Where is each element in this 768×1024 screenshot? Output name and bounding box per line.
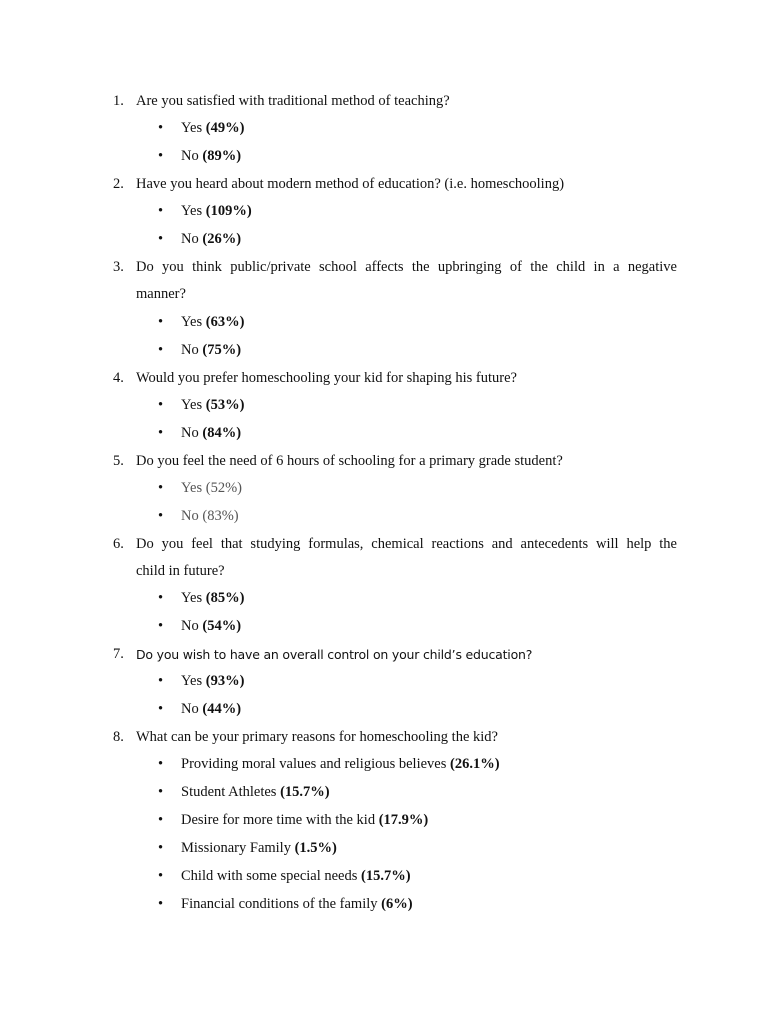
bullet-icon: • [158,868,164,884]
answer-percentage: (63%) [205,313,245,330]
answer-item [0,475,768,503]
answer-label: Missionary Family [181,840,295,857]
answer-item [0,143,768,171]
answer-item [0,198,768,226]
answer-percentage: (15.7%) [361,868,411,884]
answer-item [0,807,768,835]
answer-label: Yes [181,479,206,496]
question-4 [0,365,768,448]
answer-label: No [181,341,203,358]
answer-label: Child with some special needs [181,868,362,884]
question-text-continued: manner? [136,286,186,303]
question-6 [0,531,768,641]
answer-label: Yes [181,120,206,137]
answer-item [0,779,768,807]
bullet-icon: • [158,203,164,220]
bullet-icon: • [158,673,164,690]
answer-label: No [181,618,203,635]
answer-item [0,863,768,891]
question-number: 6. [113,535,124,552]
question-number: 5. [113,452,124,469]
answer-list [0,475,768,531]
answer-list [0,751,768,918]
question-text: Do you think public/private school affects the upbringing of the child in a negative [136,259,677,276]
question-text: Have you heard about modern method of education? (i.e. homeschooling) [136,176,565,193]
answer-label: Financial conditions of the family [181,895,382,912]
bullet-icon: • [158,618,164,635]
answer-percentage: (89%) [202,148,242,165]
answer-percentage: (6%) [381,895,413,912]
answer-label: No [181,701,203,718]
question-3 [0,254,768,364]
answer-item [0,420,768,448]
survey-question-list [0,88,768,919]
bullet-icon: • [158,120,164,137]
bullet-icon: • [158,840,164,857]
bullet-icon: • [158,701,164,718]
answer-percentage: (44%) [202,701,242,718]
answer-label: Desire for more time with the kid [181,812,379,829]
question-5 [0,448,768,531]
bullet-icon: • [158,479,164,496]
answer-list [0,198,768,254]
bullet-icon: • [158,313,164,330]
answer-item [0,668,768,696]
answer-percentage: (75%) [202,341,242,358]
answer-list [0,585,768,641]
answer-item [0,115,768,143]
answer-item [0,337,768,365]
bullet-icon: • [158,396,164,413]
answer-item [0,891,768,919]
bullet-icon: • [158,341,164,358]
answer-percentage: (54%) [202,618,242,635]
answer-label: Yes [181,313,206,330]
bullet-icon: • [158,231,164,248]
answer-percentage: (1.5%) [294,840,337,857]
answer-percentage: (15.7%) [280,784,330,801]
answer-percentage: (93%) [205,673,245,690]
answer-item [0,226,768,254]
bullet-icon: • [158,424,164,441]
answer-percentage: (85%) [205,590,245,607]
question-number: 7. [113,646,124,663]
answer-percentage: (109%) [205,203,252,220]
answer-item [0,585,768,613]
answer-percentage: (26.1%) [450,756,500,773]
answer-percentage: (52%) [205,479,242,496]
answer-percentage: (17.9%) [378,812,429,829]
question-number: 8. [113,729,124,746]
answer-list [0,392,768,448]
answer-label: No [181,507,203,524]
question-7 [0,641,768,724]
answer-label: Yes [181,396,206,413]
answer-label: No [181,424,203,441]
question-2 [0,171,768,254]
answer-item [0,613,768,641]
bullet-icon: • [158,812,164,829]
answer-label: Providing moral values and religious believes [181,756,451,773]
answer-item [0,392,768,420]
question-number: 1. [113,93,124,109]
question-text: Do you wish to have an overall control on your child’s education? [136,647,533,663]
question-number: 4. [113,369,124,386]
answer-item [0,503,768,531]
question-text-continued: child in future? [136,562,225,579]
answer-label: No [181,231,203,248]
answer-label: Yes [181,673,206,690]
question-text: Would you prefer homeschooling your kid for shaping his future? [136,369,517,386]
question-1 [0,88,768,171]
answer-item [0,309,768,337]
answer-percentage: (49%) [205,120,245,137]
bullet-icon: • [158,895,164,912]
question-number: 3. [113,259,124,276]
answer-item [0,751,768,779]
question-8 [0,724,768,919]
bullet-icon: • [158,507,164,524]
question-number: 2. [113,176,124,193]
answer-percentage: (83%) [202,507,239,524]
answer-label: No [181,148,203,165]
answer-percentage: (84%) [202,424,242,441]
answer-list [0,309,768,365]
question-text: Do you feel that studying formulas, chemical reactions and antecedents will help the [136,535,677,552]
answer-percentage: (26%) [202,231,242,248]
bullet-icon: • [158,784,164,801]
question-text: Are you satisfied with traditional method of teaching? [136,93,450,109]
answer-label: Student Athletes [181,784,281,801]
answer-label: Yes [181,203,206,220]
question-text: What can be your primary reasons for homeschooling the kid? [136,729,498,746]
bullet-icon: • [158,756,164,773]
bullet-icon: • [158,590,164,607]
answer-percentage: (53%) [205,396,245,413]
answer-list [0,115,768,171]
bullet-icon: • [158,148,164,165]
answer-label: Yes [181,590,206,607]
answer-item [0,696,768,724]
question-text: Do you feel the need of 6 hours of schooling for a primary grade student? [136,452,563,469]
answer-list [0,668,768,724]
answer-item [0,835,768,863]
